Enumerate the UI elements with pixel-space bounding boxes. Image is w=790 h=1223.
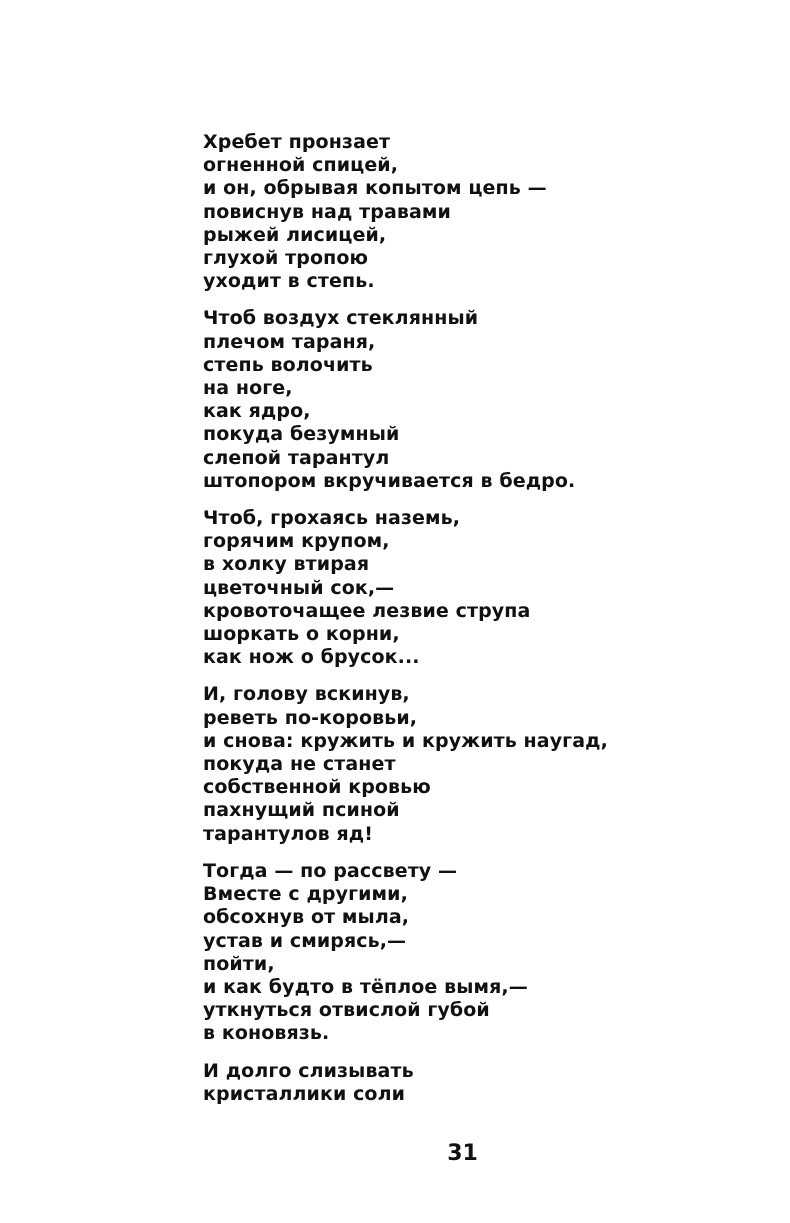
poem-line: И, голову вскинув, xyxy=(203,683,410,706)
poem-line: пахнущий псиной xyxy=(203,799,400,822)
poem-line: и снова: кружить и кружить наугад, xyxy=(203,729,608,752)
poem-line: как нож о брусок... xyxy=(203,646,420,669)
poem-line: штопором вкручивается в бедро. xyxy=(203,469,576,492)
poem-line: И долго слизывать xyxy=(203,1059,414,1082)
poem-line: и он, обрывая копытом цепь — xyxy=(203,177,547,200)
poem-line: в холку втирая xyxy=(203,553,370,576)
poem-line: плечом тараня, xyxy=(203,330,376,353)
stanza-5 xyxy=(203,860,763,1046)
poem-line: на ноге, xyxy=(203,377,293,400)
poem-line: реветь по-коровьи, xyxy=(203,706,418,729)
poem-line: пойти, xyxy=(203,952,275,975)
poem-line: шоркать о корни, xyxy=(203,623,400,646)
poem-line: уходит в степь. xyxy=(203,270,375,293)
poem-line: кристаллики соли xyxy=(203,1082,406,1105)
poem-line: глухой тропою xyxy=(203,247,369,270)
stanza-3 xyxy=(203,507,763,669)
poem-line: в коновязь. xyxy=(203,1022,330,1045)
stanza-6 xyxy=(203,1060,763,1106)
poem-line: уткнуться отвислой губой xyxy=(203,999,490,1022)
poem-line: Чтоб воздух стеклянный xyxy=(203,307,479,330)
poem-line: повиснув над травами xyxy=(203,200,451,223)
poem-line: Хребет пронзает xyxy=(203,131,391,153)
poem-line: слепой тарантул xyxy=(203,446,390,469)
poem-line: обсохнув от мыла, xyxy=(203,906,410,929)
poem-line: огненной спицей, xyxy=(203,154,399,177)
poem-line: рыжей лисицей, xyxy=(203,223,387,246)
poem-line: устав и смирясь,— xyxy=(203,929,407,952)
poem-body xyxy=(203,131,763,1120)
poem-line: собственной кровью xyxy=(203,776,431,799)
poem-line: и как будто в тёплое вымя,— xyxy=(203,975,528,998)
poem-line: цветочный сок,— xyxy=(203,576,395,599)
poem-line: Чтоб, грохаясь наземь, xyxy=(203,507,461,530)
stanza-1 xyxy=(203,131,763,293)
page-number: 31 xyxy=(447,1141,478,1166)
stanza-4 xyxy=(203,683,763,845)
poem-line: горячим крупом, xyxy=(203,530,390,553)
poem-line: Вместе с другими, xyxy=(203,883,408,906)
poem-line: покуда не станет xyxy=(203,753,396,776)
stanza-2 xyxy=(203,307,763,493)
poem-line: как ядро, xyxy=(203,400,311,423)
poem-line: тарантулов яд! xyxy=(203,822,373,845)
poem-line: степь волочить xyxy=(203,353,373,376)
poem-line: Тогда — по рассвету — xyxy=(203,859,458,882)
poem-line: покуда безумный xyxy=(203,423,400,446)
poem-line: кровоточащее лезвие струпа xyxy=(203,599,531,622)
